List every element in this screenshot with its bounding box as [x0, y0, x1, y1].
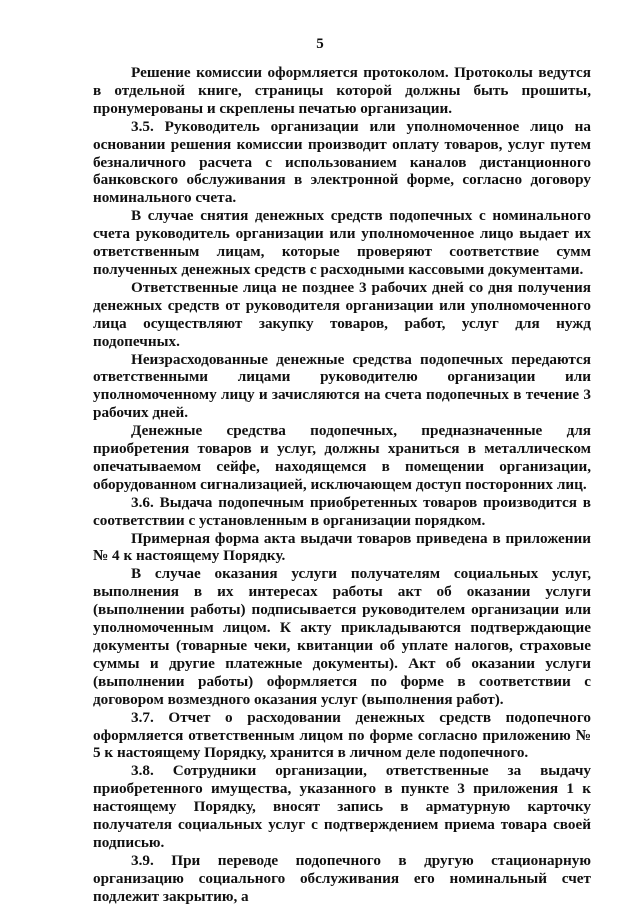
paragraph: 3.5. Руководитель организации или уполномоченное лицо на основании решения комиссии производит оплату товаров, услуг путем безналичного расчета с использованием каналов дистанционного банковского обслуживания в электронной форме, согласно договору номинального счета.: [93, 117, 591, 207]
paragraph: В случае снятия денежных средств подопечных с номинального счета руководитель организации или уполномоченное лицо выдает их ответственным лицам, которые проверяют соответствие сумм полученных денежных средств с расходными кассовыми документами.: [93, 207, 591, 278]
paragraph: 3.9. При переводе подопечного в другую стационарную организацию социального обслуживания его номинальный счет подлежит закрытию, а: [93, 851, 591, 905]
paragraph: Ответственные лица не позднее 3 рабочих дней со дня получения денежных средств от руководителя организации или уполномоченного лица осуществляют закупку товаров, работ, услуг для нужд подопечных.: [93, 278, 591, 350]
paragraph: Примерная форма акта выдачи товаров приведена в приложении № 4 к настоящему Порядку.: [93, 529, 591, 565]
paragraph: 3.6. Выдача подопечным приобретенных товаров производится в соответствии с установленным в организации порядком.: [93, 493, 591, 529]
paragraph: Неизрасходованные денежные средства подопечных передаются ответственными лицами руководителю организации или уполномоченному лицу и зачисляются на счета подопечных в течение 3 рабочих дней.: [93, 350, 591, 422]
paragraph: 3.8. Сотрудники организации, ответственные за выдачу приобретенного имущества, указанного в пункте 3 приложения 1 к настоящему Порядку, вносят запись в арматурную карточку получателя социальных услуг с подтверждением приема товара своей подписью.: [93, 762, 591, 851]
paragraph: Денежные средства подопечных, предназначенные для приобретения товаров и услуг, должны храниться в металлическом опечатываемом сейфе, находящемся в помещении организации, оборудованном сигнализацией, исключающем доступ посторонних лиц.: [93, 422, 591, 493]
document-body: [93, 64, 591, 906]
page-number: 5: [316, 36, 324, 52]
paragraph: В случае оказания услуги получателям социальных услуг, выполнения в их интересах работы акт об оказании услуги (выполнении работы) подписывается руководителем организации или уполномоченным лицом. К акту прикладываются подтверждающие документы (товарные чеки, квитанции об уплате налогов, страховые суммы и другие платежные документы). Акт об оказании услуги (выполнении работы) оформляется по форме в соответствии с договором возмездного оказания услуг (выполнения работ).: [93, 565, 591, 708]
paragraph: 3.7. Отчет о расходовании денежных средств подопечного оформляется ответственным лицом по форме согласно приложению № 5 к настоящему Порядку, хранится в личном деле подопечного.: [93, 708, 591, 762]
paragraph: Решение комиссии оформляется протоколом. Протоколы ведутся в отдельной книге, страницы которой должны быть прошиты, пронумерованы и скреплены печатью организации.: [93, 64, 591, 117]
